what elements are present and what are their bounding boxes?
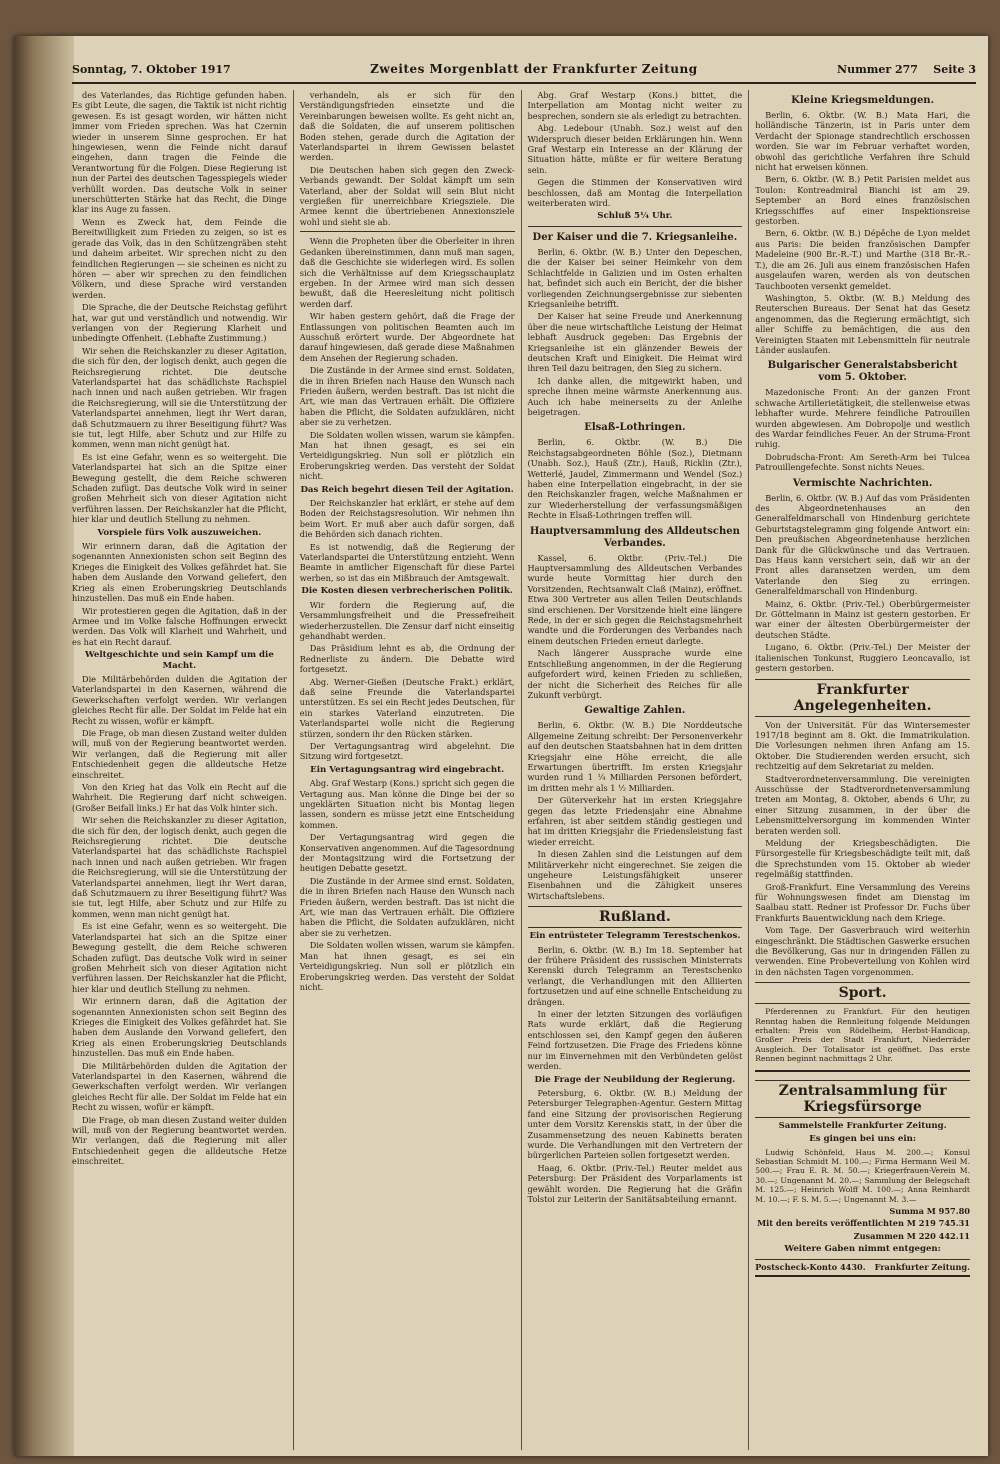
paragraph: Wir haben gestern gehört, daß die Frage der Entlassungen von politischen Beamten auch im Ausschuß erörtert wurde. Der Abgeordnete hat darauf hingewiesen, daß gerade diese Maßnahmen dem Ansehen der Regierung schaden. [299, 311, 515, 363]
paragraph: Der Vertagungsantrag wird gegen die Konservativen angenommen. Auf die Tagesordnung der Montagsitzung wird die Fortsetzung der heutigen Debatte gesetzt. [299, 832, 515, 874]
donation-list: Ludwig Schönfeld, Haus M. 200.—; Konsul Sebastian Schmidt M. 100.—; Firma Hermann Weil M. 500.—; Frau E. R. M. 50.—; Kriegerfrauen-Verein M. 30.—; Ungenannt M. 20.—; Sammlung der Belegschaft M. 125.—; Heinrich Wolff M. 100.—; Anna Reinhardt M. 10.—; F. S. M. 5.—; Ungenannt M. 3.— [755, 1147, 970, 1204]
paragraph: Lugano, 6. Oktbr. (Priv.-Tel.) Der Meister der italienischen Tonkunst, Ruggiero Leoncavallo, ist gestern gestorben. [755, 642, 970, 674]
paragraph: Vom Tage. Der Gasverbrauch wird weiterhin eingeschränkt. Die Städtischen Gaswerke ersuchen die Bevölkerung, Gas nur in dringenden Fällen zu verwenden. Eine Probeverteilung von Kohlen wird in den nächsten Tagen vorgenommen. [755, 925, 971, 977]
section-heading: Vermischte Nachrichten. [792, 477, 933, 489]
section-heading: Vorspiele fürs Volk auszuweichen. [97, 527, 262, 538]
paragraph: Die Zustände in der Armee sind ernst. Soldaten, die in ihren Briefen nach Hause den Wunsch nach Frieden äußern, werden bestraft. Das ist nicht die Art, wie man das Vertrauen erhält. Die Offiziere haben die Pflicht, die Soldaten aufzuklären, nicht aber sie zu verhetzen. [299, 875, 515, 938]
paragraph: Wenn die Propheten über die Oberleiter in ihren Gedanken übereinstimmen, dann muß man sagen, daß die Geschichte sie widerlegen wird. Es sollen sich die Verhältnisse auf dem Kriegsschauplatz ergeben. In der Armee wird man sich dessen bewußt, daß die Heeresleitung nicht politisch werden darf. [299, 236, 515, 309]
subheading: Ein entrüsteter Telegramm Terestschenkos. [529, 931, 741, 942]
paragraph: Berlin, 6. Oktbr. (W. B.) Die Norddeutsche Allgemeine Zeitung schreibt: Der Personenverkehr auf den deutschen Staatsbahnen hat in dem dritten Kriegsjahr eine Höhe erreicht, die alle Erwartungen übertrifft. Im ersten Kriegsjahr wurden rund 1 ¼ Milliarden Personen befördert, im dritten mehr als 1 ½ Milliarden. [527, 720, 743, 793]
paragraph: Der Vertagungsantrag wird abgelehnt. Die Sitzung wird fortgesetzt. [299, 740, 515, 762]
section-heading: Die Kosten diesen verbrecherischen Politik. [301, 586, 513, 597]
paragraph: Washington, 5. Oktbr. (W. B.) Meldung des Reuterschen Bureaus. Der Senat hat das Gesetz angenommen, das die Regierung ermächtigt, sich aller Schiffe zu bemächtigen, die aus den Vereinigten Staaten mit Lebensmitteln für neutrale Länder auslaufen. [755, 292, 970, 355]
total-label: Summa [889, 1205, 924, 1216]
donation-box-intro: Es gingen bei uns ein: [809, 1134, 917, 1145]
paragraph: Die Militärbehörden dulden die Agitation der Vaterlandspartei in den Kasernen, während die Gewerkschaften verfolgt werden. Wir verlangen gleiches Recht für alle. Der Soldat im Felde hat ein Recht zu wissen, wofür er kämpft. [72, 673, 287, 726]
donation-total-combined [755, 1231, 970, 1241]
header-issue-number: Nummer 277 [837, 62, 918, 76]
divider [528, 226, 743, 227]
paragraph: Es ist eine Gefahr, wenn es so weitergeht. Die Vaterlandspartei hat sich an die Spitze einer Bewegung gestellt, die dem Reiche schweren Schaden zufügt. Das deutsche Volk wird in seiner großen Mehrheit sich von dieser Agitation nicht verführen lassen. Der Reichskanzler hat die Pflicht, hier klar und deutlich Stellung zu nehmen. [72, 451, 287, 525]
paragraph: Kassel, 6. Oktbr. (Priv.-Tel.) Die Hauptversammlung des Alldeutschen Verbandes wurde heute Vormittag hier durch den Vorsitzenden, Rechtsanwalt Claß (Mainz), eröffnet. Etwa 300 Vertreter aus allen Teilen Deutschlands sind erschienen. Der Vorsitzende hielt eine längere Rede, in der er sich gegen die Reichstagsmehrheit wandte und die Forderungen des Verbandes nach einem deutschen Frieden erneut darlegte. [527, 552, 743, 646]
paragraph: Abg. Werner-Gießen (Deutsche Frakt.) erklärt, daß seine Freunde die Vaterlandspartei unterstützen. Es sei ein Recht jedes Deutschen, für ein starkes Vaterland einzutreten. Die Vaterlandspartei wolle nicht die Regierung stürzen, sondern ihr den Rücken stärken. [299, 676, 515, 739]
section-heading: Bulgarischer Generalstabsbericht vom 5. Oktober. [767, 360, 958, 384]
paragraph: des Vaterlandes, das Richtige gefunden haben. Es gibt Leute, die sagen, die Taktik ist nicht richtig gewesen. Es ist gesagt worden, wir hätten nicht immer vom Frieden sprechen. Was hat Czernin wieder in unserem Sinne gesprochen. Er hat hingewiesen, wenn die Feinde nicht darauf eingehen, dann tragen die Feinde die Verantwortung für die Folgen. Diese Regierung ist nun der Partei des deutschen Tagesspiegels wieder verhüllt worden. Das deutsche Volk in seiner unerschütterten Stärke hat das Recht, die Dinge klar ins Auge zu fassen. [72, 90, 287, 215]
paragraph: Berlin, 6. Oktbr. (W. B.) Unter den Depeschen, die der Kaiser bei seiner Heimkehr von dem Schlachtfelde in Galizien und im Osten erhalten hat, befindet sich auch ein Bericht, der die bisher vorliegenden Zeichnungsergebnisse zur siebenten Kriegsanleihe betrifft. [527, 246, 743, 309]
paragraph: Abg. Graf Westarp (Kons.) spricht sich gegen die Vertagung aus. Man könne die Dinge bei der so ungeklärten Situation nicht bis Montag liegen lassen, sondern es müsse jetzt eine Entscheidung kommen. [299, 778, 515, 830]
section-heading: Sport. [755, 982, 970, 1004]
article-columns [72, 90, 976, 1450]
column-3 [521, 90, 749, 1450]
paragraph: Wir erinnern daran, daß die Agitation der sogenannten Annexionisten schon seit Beginn des Krieges die Einigkeit des Volkes gefährdet hat. Sie haben dem Auslande den Vorwand geliefert, den Krieg als einen Eroberungskrieg Deutschlands hinzustellen. Das muß ein Ende haben. [72, 996, 287, 1059]
paragraph: Die Sprache, die der Deutsche Reichstag geführt hat, war gut und verständlich und notwendig. Wir verlangen von der Regierung Klarheit und unbedingte Offenheit. (Lebhafte Zustimmung.) [72, 302, 287, 344]
donation-total-sum [755, 1206, 970, 1216]
paragraph: Wir fordern die Regierung auf, die Versammlungsfreiheit und die Pressefreiheit wiederherzustellen. Die Zensur darf nicht einseitig gehandhabt werden. [299, 599, 515, 641]
paragraph: Nach längerer Aussprache wurde eine Entschließung angenommen, in der die Regierung aufgefordert wird, keinen Frieden zu schließen, der nicht die Sicherheit des Reiches für alle Zukunft verbürgt. [527, 648, 743, 700]
section-heading: Weltgeschichte und sein Kampf um die Macht. [84, 650, 274, 671]
paragraph: Es ist notwendig, daß die Regierung der Vaterlandspartei die Unterstützung entzieht. Wenn Beamte in amtlicher Eigenschaft für diese Partei werben, so ist das ein Mißbrauch der Amtsgewalt. [299, 541, 515, 583]
paragraph: Die Militärbehörden dulden die Agitation der Vaterlandspartei in den Kasernen, während die Gewerkschaften verfolgt werden. Wir verlangen gleiches Recht für alle. Der Soldat im Felde hat ein Recht zu wissen, wofür er kämpft. [72, 1060, 287, 1113]
divider [300, 231, 515, 232]
column-4 [748, 90, 976, 1450]
paragraph: Bern, 6. Oktbr. (W. B.) Petit Parisien meldet aus Toulon: Kontreadmiral Bianchi ist am 29. September an Bord eines französischen Kriegsschiffes auf einer Inspektionsreise gestorben. [755, 174, 970, 227]
paragraph: Der Güterverkehr hat im ersten Kriegsjahre gegen das letzte Friedensjahr eine Abnahme erfahren, ist aber seitdem ständig gestiegen und hat im dritten Kriegsjahr die Friedensleistung fast wieder erreicht. [527, 795, 743, 847]
section-heading: Elsaß-Lothringen. [584, 422, 686, 434]
section-heading: Der Kaiser und die 7. Kriegsanleihe. [532, 231, 738, 243]
paragraph: Mazedonische Front: An der ganzen Front schwache Artillerietätigkeit, die stellenweise etwas lebhafter wurde. Mehrere feindliche Patrouillen wurden abgewiesen. Am Dobropolje und westlich des Wardar feindliches Feuer. An der Struma-Front ruhig. [755, 387, 970, 450]
section-heading: Das Reich begehrt diesen Teil der Agitation. [300, 484, 514, 495]
paragraph: Berlin, 6. Oktbr. (W. B.) Mata Hari, die holländische Tänzerin, ist in Paris unter dem Verdacht der Spionage standrechtlich erschossen worden. Sie war im Februar verhaftet worden, obwohl das gerichtliche Verfahren ihre Schuld nicht hat erweisen können. [755, 110, 970, 173]
section-heading: Hauptversammlung des Alldeutschen Verbandes. [529, 525, 740, 549]
paragraph: Bern, 6. Oktbr. (W. B.) Dépêche de Lyon meldet aus Paris: Die beiden französischen Dampfer Madeleine (900 Br.-R.-T.) und Marthe (318 Br.-R.-T.), die am 26. Juli aus einem französischen Hafen ausgelaufen waren, werden als von deutschen Tauchbooten versenkt gemeldet. [755, 228, 970, 291]
newspaper-page [14, 36, 988, 1456]
paragraph: Wir sehen die Reichskanzler zu dieser Agitation, die sich für den, der logisch denkt, auch gegen die Reichsregierung richtet. Die deutsche Vaterlandspartei hat das schädlichste Rachspiel nach innen und nach außen getrieben. Wir fragen die Reichsregierung, will sie die Unterstützung der Vaterlandspartei annehmen, liegt ihr Wert daran, daß Schutzmauern zu ihrer Beseitigung führt? Was sie tut, legt Hilfe, aber Schutz und zur Hilfe zu kommen, wenn man nicht genügt hat. [72, 345, 287, 450]
paragraph: Dobrudscha-Front: Am Sereth-Arm bei Tulcea Patrouillengefechte. Sonst nichts Neues. [755, 451, 970, 473]
paragraph: Der Kaiser hat seine Freude und Anerkennung über die neue wirtschaftliche Leistung der Heimat lebhaft Ausdruck gegeben: Das Ergebnis der Kriegsanleihe ist ein glänzender Beweis der deutschen Kraft und Einigkeit. Die Heimat wird ihren Teil dazu beitragen, den Sieg zu sichern. [527, 311, 743, 374]
paragraph: Die Frage, ob man diesen Zustand weiter dulden will, muß von der Regierung beantwortet werden. Wir verlangen, daß die Regierung mit aller Entschiedenheit gegen die alldeutsche Hetze einschreitet. [72, 727, 287, 780]
paragraph: Von der Universität. Für das Wintersemester 1917/18 beginnt am 8. Okt. die Immatrikulation. Die Vorlesungen nehmen ihren Anfang am 15. Oktober. Die Studierenden werden ersucht, sich rechtzeitig auf dem Sekretariat zu melden. [755, 719, 970, 772]
total-label: Mit den bereits veröffentlichten [757, 1218, 904, 1229]
page-header [72, 56, 976, 84]
total-label: Zusammen [853, 1230, 904, 1241]
paragraph: Abg. Graf Westarp (Kons.) bittet, die Interpellation am Montag nicht weiter zu besprechen, sondern sie als erledigt zu betrachten. [527, 90, 743, 121]
total-value: M 957.80 [926, 1205, 970, 1216]
paragraph: Groß-Frankfurt. Eine Versammlung des Vereins für Wohnungswesen findet am Dienstag im Saalbau statt. Redner ist Professor Dr. Fuchs über Frankfurts Bauentwicklung nach dem Kriege. [755, 881, 970, 923]
section-heading: Gewaltige Zahlen. [584, 705, 686, 717]
paragraph: Ich danke allen, die mitgewirkt haben, und spreche ihnen meine wärmste Anerkennung aus. Auch ich habe meinerseits zu der Anleihe beigetragen. [527, 375, 743, 417]
paragraph: Wenn es Zweck hat, dem Feinde die Bereitwilligkeit zum Frieden zu zeigen, so ist es gerade das Volk, das in den Schützengräben steht und daheim arbeitet. Wir sprechen nicht zu den feindlichen Regierungen — sie scheinen es nicht zu hören — aber wir sprechen zu den feindlichen Völkern, und diese Sprache wird verstanden werden. [72, 216, 287, 300]
paragraph: Es ist eine Gefahr, wenn es so weitergeht. Die Vaterlandspartei hat sich an die Spitze einer Bewegung gestellt, die dem Reiche schweren Schaden zufügt. Das deutsche Volk wird in seiner großen Mehrheit sich von dieser Agitation nicht verführen lassen. Der Reichskanzler hat die Pflicht, hier klar und deutlich Stellung zu nehmen. [72, 921, 287, 994]
donation-box [755, 1070, 970, 1277]
subheading: Die Frage der Neubildung der Regierung. [534, 1074, 736, 1085]
paragraph: In einer der letzten Sitzungen des vorläufigen Rats wurde erklärt, daß die Regierung entschlossen sei, den Kampf gegen den äußeren Feind fortzusetzen. Die Frage des Friedens könne nur im Einvernehmen mit den Verbündeten gelöst werden. [527, 1009, 743, 1072]
section-heading: Rußland. [528, 906, 743, 928]
paragraph: Die Frage, ob man diesen Zustand weiter dulden will, muß von der Regierung beantwortet werden. Wir verlangen, daß die Regierung mit aller Entschiedenheit gegen die alldeutsche Hetze einschreitet. [72, 1114, 287, 1167]
donation-more: Weitere Gaben nimmt entgegen: [784, 1244, 941, 1255]
paragraph: Wir protestieren gegen die Agitation, daß in der Armee und im Volke falsche Hoffnungen erweckt werden. Das Volk will Klarheit und Wahrheit, und es hat ein Recht darauf. [72, 605, 287, 647]
paragraph: Pferderennen zu Frankfurt. Für den heutigen Renntag haben die Rennleitung folgende Meldungen erhalten: Preis von Rödelheim, Herbst-Handicap, Großer Preis der Stadt Frankfurt, Niederräder Ausgleich. Der Totalisator ist geöffnet. Das erste Rennen beginnt nachmittags 2 Uhr. [755, 1007, 970, 1064]
paragraph: Die Deutschen haben sich gegen den Zweck-Verbands gewandt. Der Soldat kämpft um sein Vaterland, aber der Soldat will sein Blut nicht vergießen für unerreichbare Kriegsziele. Die Armee kennt die übertriebenen Annexionsziele wohl und sieht sie ab. [299, 164, 515, 227]
section-heading: Frankfurter Angelegenheiten. [755, 679, 970, 717]
postscheck-account: Postscheck-Konto 4430. [755, 1261, 866, 1272]
binding-edge [14, 36, 74, 1456]
paragraph: verhandeln, als er sich für den Verständigungsfrieden einsetzte und die Vereinbarungen beweisen wollte. Es geht nicht an, daß die Soldaten, die auf unserem politischen Boden stehen, gerade durch die Agitation der Vaterlandspartei in ihrem Gewissen belastet werden. [299, 90, 515, 163]
donation-box-subtitle: Sammelstelle Frankfurter Zeitung. [778, 1120, 947, 1131]
closing-line: Schluß 5¼ Uhr. [597, 211, 673, 222]
paragraph: Mainz, 6. Oktbr. (Priv.-Tel.) Oberbürgermeister Dr. Göttelmann in Mainz ist gestern gestorben. Er war einer der ältesten Oberbürgermeister der deutschen Städte. [755, 598, 970, 640]
paragraph: Die Soldaten wollen wissen, warum sie kämpfen. Man hat ihnen gesagt, es sei ein Verteidigungskrieg. Nun soll er plötzlich ein Eroberungskrieg werden. Das versteht der Soldat nicht. [299, 940, 515, 992]
donation-box-title: Zentralsammlung für Kriegsfürsorge [755, 1080, 970, 1118]
paragraph: Gegen die Stimmen der Konservativen wird beschlossen, daß am Montag die Interpellation weiterberaten wird. [527, 177, 743, 209]
paragraph: Das Präsidium lehnt es ab, die Ordnung der Rednerliste zu ändern. Die Debatte wird fortgesetzt. [299, 643, 515, 675]
column-2 [293, 90, 521, 1450]
paragraph: Petersburg, 6. Oktbr. (W. B.) Meldung der Petersburger Telegraphen-Agentur. Gestern Mittag fand eine Sitzung der provisorischen Regierung unter dem Vorsitz Kerenskis statt, in der über die Zusammensetzung des neuen Kabinetts beraten wurde. Die Verhandlungen mit den Vertretern der bürgerlichen Parteien sollen fortgesetzt werden. [527, 1087, 743, 1161]
column-1 [72, 90, 293, 1450]
footer-paper-name: Frankfurter Zeitung. [874, 1261, 970, 1272]
header-number [837, 63, 976, 76]
section-heading: Ein Vertagungsantrag wird eingebracht. [310, 764, 505, 775]
paragraph: Haag, 6. Oktbr. (Priv.-Tel.) Reuter meldet aus Petersburg: Der Präsident des Vorparlaments ist gewählt worden. Die Regierung hat die Gräfin Tolstoi zur Leiterin der Sanitätsabteilung ernannt. [527, 1162, 743, 1204]
paragraph: Berlin, 6. Oktbr. (W. B.) Die Reichstagsabgeordneten Böhle (Soz.), Dietmann (Unabh. Soz.), Hauß (Ztr.), Hauß, Ricklin (Ztr.), Wetterlé, Jaudel, Zimmermann und Wendel (Soz.) haben eine Interpellation eingebracht, in der sie den Reichskanzler fragen, welche Maßnahmen er zur Wiederherstellung der verfassungsmäßigen Rechte in Elsaß-Lothringen treffen will. [527, 437, 743, 521]
paragraph: Wir sehen die Reichskanzler zu dieser Agitation, die sich für den, der logisch denkt, auch gegen die Reichsregierung richtet. Die deutsche Vaterlandspartei hat das schädlichste Rachspiel nach innen und nach außen getrieben. Wir fragen die Reichsregierung, will sie die Unterstützung der Vaterlandspartei annehmen, liegt ihr Wert daran, daß Schutzmauern zu ihrer Beseitigung führt? Was sie tut, legt Hilfe, aber Schutz und zur Hilfe zu kommen, wenn man nicht genügt hat. [72, 815, 287, 919]
donation-total-previous [755, 1218, 970, 1228]
paragraph: Der Reichskanzler hat erklärt, er stehe auf dem Boden der Reichstagsresolution. Wir nehmen ihn beim Wort. Er muß aber auch dafür sorgen, daß die Behörden sich danach richten. [299, 498, 515, 540]
header-page-number: Seite 3 [933, 62, 976, 76]
paragraph: Abg. Ledebour (Unabh. Soz.) weist auf den Widerspruch dieser beiden Erklärungen hin. Wenn Graf Westarp ein Interesse an der Klärung der Situation hätte, müßte er für weitere Beratung sein. [527, 123, 743, 175]
paragraph: Die Soldaten wollen wissen, warum sie kämpfen. Man hat ihnen gesagt, es sei ein Verteidigungskrieg. Nun soll er plötzlich ein Eroberungskrieg werden. Das versteht der Soldat nicht. [299, 429, 515, 482]
paragraph: Meldung der Kriegsbeschädigten. Die Fürsorgestelle für Kriegsbeschädigte teilt mit, daß die Sprechstunden vom 15. Oktober ab wieder regelmäßig stattfinden. [755, 837, 970, 880]
paragraph: Berlin, 6. Oktbr. (W. B.) Auf das vom Präsidenten des Abgeordnetenhauses an den Generalfeldmarschall von Hindenburg gerichtete Geburtstagstelegramm ging folgende Antwort ein: Den preußischen Abgeordnetenhause herzlichen Dank für die Glückwünsche und das Vertrauen. Das Haus kann versichert sein, daß wir an der Front alles daransetzen werden, um dem Vaterlande den Sieg zu erringen. Generalfeldmarschall von Hindenburg. [755, 492, 970, 597]
paragraph: Stadtverordnetenversammlung. Die vereinigten Ausschüsse der Stadtverordnetenversammlung treten am Montag, 8. Oktober, abends 6 Uhr, zu einer Sitzung zusammen, in der über die Lebensmittelversorgung im kommenden Winter beraten werden soll. [755, 773, 970, 836]
paragraph: Von den Krieg hat das Volk ein Recht auf die Wahrheit. Die Regierung darf nicht schweigen. (Großer Beifall links.) Er hat das Volk hinter sich. [72, 782, 287, 813]
total-value: M 219 745.31 [906, 1218, 970, 1229]
donation-footer [755, 1259, 970, 1272]
paragraph: Berlin, 6. Oktbr. (W. B.) Im 18. September hat der frühere Präsident des russischen Ministerrats Kerenski durch Telegramm an Terestschenko verlangt, die Verhandlungen mit den Alliierten fortzusetzen und auf eine schnelle Entscheidung zu drängen. [527, 944, 743, 1007]
total-value: M 220 442.11 [906, 1230, 970, 1241]
header-masthead: Zweites Morgenblatt der Frankfurter Zeitung [370, 62, 698, 76]
section-heading: Kleine Kriegsmeldungen. [791, 95, 935, 106]
paragraph: Die Zustände in der Armee sind ernst. Soldaten, die in ihren Briefen nach Hause den Wunsch nach Frieden äußern, werden bestraft. Das ist nicht die Art, wie man das Vertrauen erhält. Die Offiziere haben die Pflicht, die Soldaten aufzuklären, nicht aber sie zu verhetzen. [299, 365, 515, 428]
paragraph: In diesen Zahlen sind die Leistungen auf dem Militärverkehr nicht eingerechnet. Sie zeigen die ungeheure Leistungsfähigkeit unserer Eisenbahnen und die Zähigkeit unseres Wirtschaftslebens. [527, 849, 743, 901]
paragraph: Wir erinnern daran, daß die Agitation der sogenannten Annexionisten schon seit Beginn des Krieges die Einigkeit des Volkes gefährdet hat. Sie haben dem Auslande den Vorwand geliefert, den Krieg als einen Eroberungskrieg Deutschlands hinzustellen. Das muß ein Ende haben. [72, 541, 287, 604]
header-date: Sonntag, 7. Oktober 1917 [72, 62, 231, 76]
